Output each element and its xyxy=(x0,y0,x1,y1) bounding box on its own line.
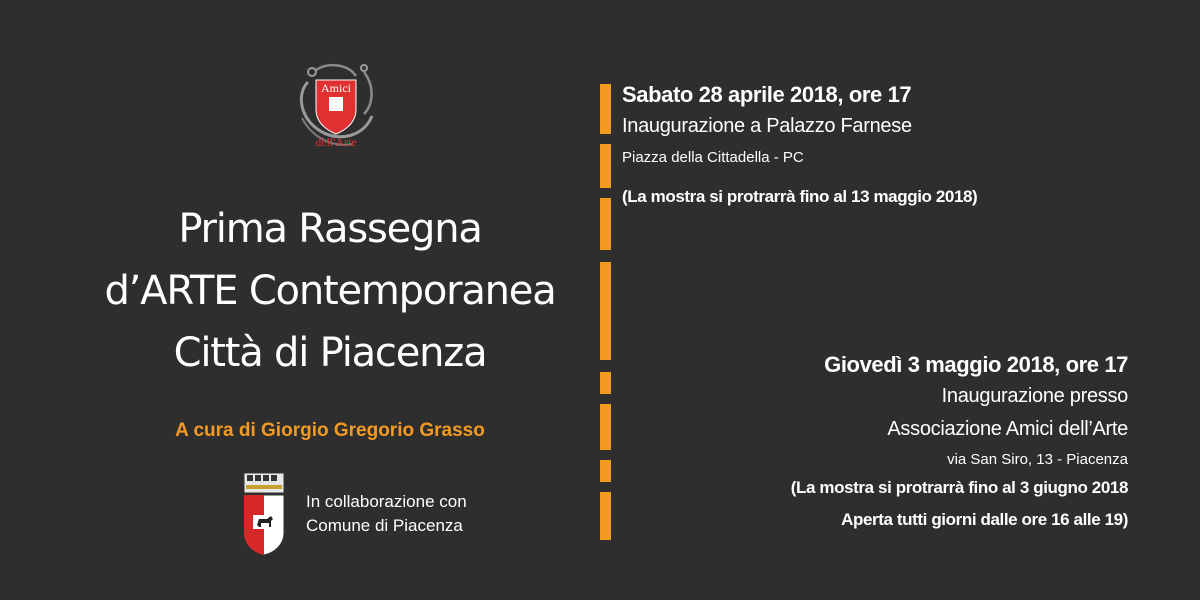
divider-segment xyxy=(600,492,611,540)
divider-segment xyxy=(600,262,611,360)
exhibition-title xyxy=(80,198,580,384)
event-1-address: Piazza della Cittadella - PC xyxy=(622,149,804,166)
event-1-description: Inaugurazione a Palazzo Farnese xyxy=(622,115,912,137)
title-line-1: Prima Rassegna xyxy=(178,206,482,252)
divider-segment xyxy=(600,84,611,134)
divider-segment xyxy=(600,144,611,188)
divider-segment xyxy=(600,372,611,394)
divider-segment xyxy=(600,404,611,450)
event-1-date: Sabato 28 aprile 2018, ore 17 xyxy=(622,82,912,107)
event-2-address: via San Siro, 13 - Piacenza xyxy=(947,451,1128,468)
event-2-date: Giovedì 3 maggio 2018, ore 17 xyxy=(824,352,1128,377)
divider-segment xyxy=(600,460,611,482)
collaboration-text xyxy=(306,490,467,538)
collaboration-line-2: Comune di Piacenza xyxy=(306,516,463,535)
collaboration-line-1: In collaborazione con xyxy=(306,492,467,511)
event-2-duration-note: (La mostra si protrarrà fino al 3 giugno 2018 xyxy=(790,478,1128,497)
event-2-opening-hours: Aperta tutti giorni dalle ore 16 alle 19) xyxy=(841,510,1128,529)
event-2-description-line-1: Inaugurazione presso xyxy=(941,385,1128,407)
title-line-2: d’ARTE Contemporanea xyxy=(104,268,556,314)
logo-name: Amici xyxy=(321,81,351,95)
curator-credit: A cura di Giorgio Gregorio Grasso xyxy=(175,420,485,441)
event-2-description-line-2: Associazione Amici dell’Arte xyxy=(887,418,1128,440)
title-line-3: Città di Piacenza xyxy=(173,330,487,376)
divider-segment xyxy=(600,198,611,250)
comune-piacenza-crest-icon xyxy=(241,471,287,557)
event-1-duration-note: (La mostra si protrarrà fino al 13 maggio 2018) xyxy=(622,187,978,206)
logo-subtitle: dell'Arte xyxy=(315,135,357,149)
